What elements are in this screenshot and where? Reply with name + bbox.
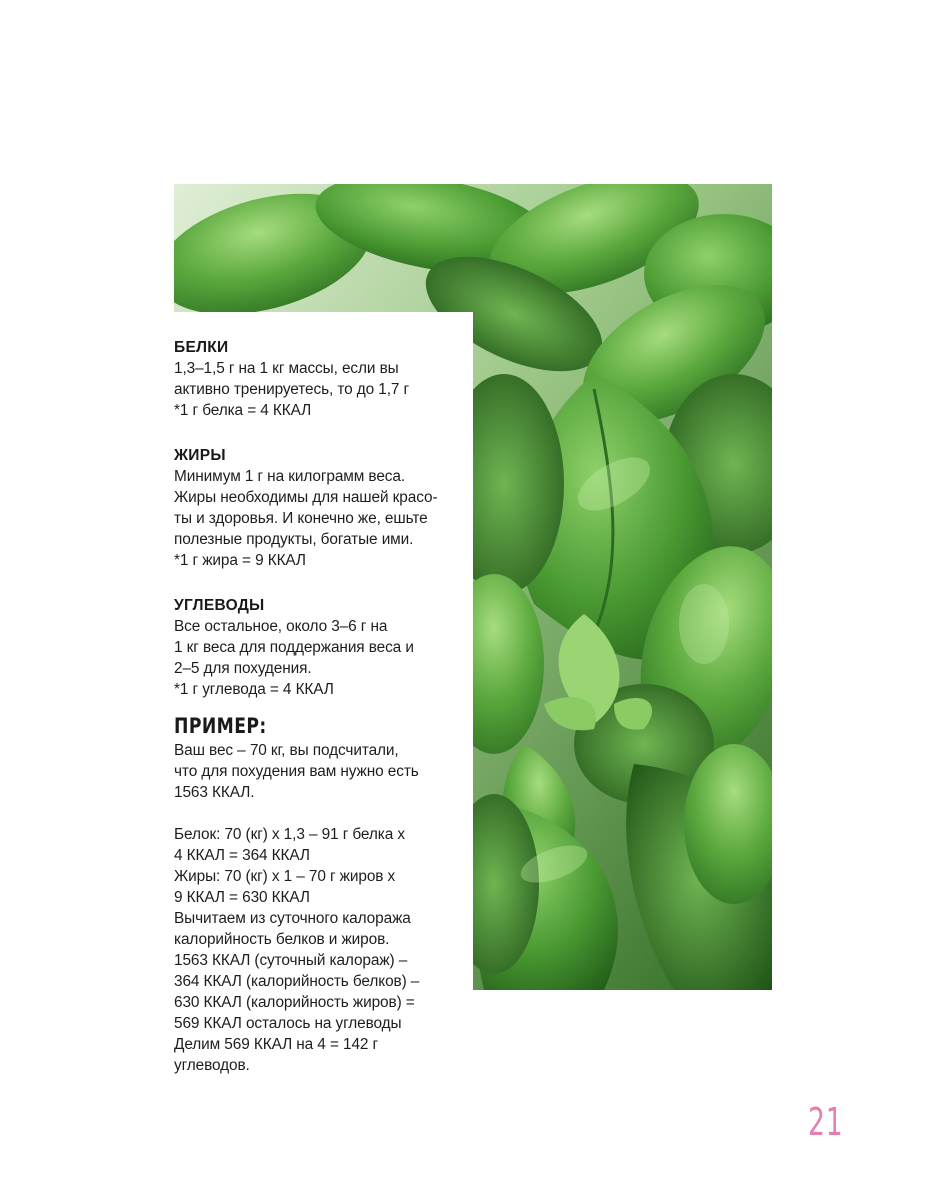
section-proteins [174,337,464,421]
spacer [174,803,464,824]
calc-line: 364 ККАЛ (калорийность белков) – [174,973,420,990]
text-line: активно тренируетесь, то до 1,7 г [174,381,410,398]
text-line: 2–5 для похудения. [174,660,312,677]
calc-line: Белок: 70 (кг) х 1,3 – 91 г белка х [174,826,405,843]
text-line: ты и здоровья. И конечно же, ешьте [174,510,428,527]
calc-line: 630 ККАЛ (калорийность жиров) = [174,994,415,1011]
text-line: *1 г жира = 9 ККАЛ [174,552,306,569]
calc-line: 1563 ККАЛ (суточный калораж) – [174,952,408,969]
calc-line: 9 ККАЛ = 630 ККАЛ [174,889,310,906]
text-line: 1563 ККАЛ. [174,784,255,801]
calc-line: 4 ККАЛ = 364 ККАЛ [174,847,310,864]
content-column [174,337,464,1076]
calc-line: Вычитаем из суточного калоража [174,910,411,927]
heading-fats: ЖИРЫ [174,447,226,464]
example-title: ПРИМЕР: [174,714,267,738]
text-line: 1,3–1,5 г на 1 кг массы, если вы [174,360,399,377]
text-line: что для похудения вам нужно есть [174,763,419,780]
text-line: полезные продукты, богатые ими. [174,531,414,548]
page-number: 21 [808,1100,844,1144]
calc-line: 569 ККАЛ осталось на углеводы [174,1015,402,1032]
heading-proteins: БЕЛКИ [174,339,229,356]
text-line: 1 кг веса для поддержания веса и [174,639,414,656]
text-line: Минимум 1 г на килограмм веса. [174,468,406,485]
text-line: *1 г белка = 4 ККАЛ [174,402,312,419]
calc-line: Делим 569 ККАЛ на 4 = 142 г [174,1036,379,1053]
section-fats [174,445,464,571]
heading-carbs: УГЛЕВОДЫ [174,597,265,614]
text-line: Ваш вес – 70 кг, вы подсчитали, [174,742,399,759]
text-line: Все остальное, около 3–6 г на [174,618,388,635]
calc-line: углеводов. [174,1057,250,1074]
section-carbs [174,595,464,700]
text-line: Жиры необходимы для нашей красо- [174,489,438,506]
section-example [174,714,464,1076]
text-line: *1 г углевода = 4 ККАЛ [174,681,334,698]
calc-line: калорийность белков и жиров. [174,931,390,948]
calc-line: Жиры: 70 (кг) х 1 – 70 г жиров х [174,868,396,885]
